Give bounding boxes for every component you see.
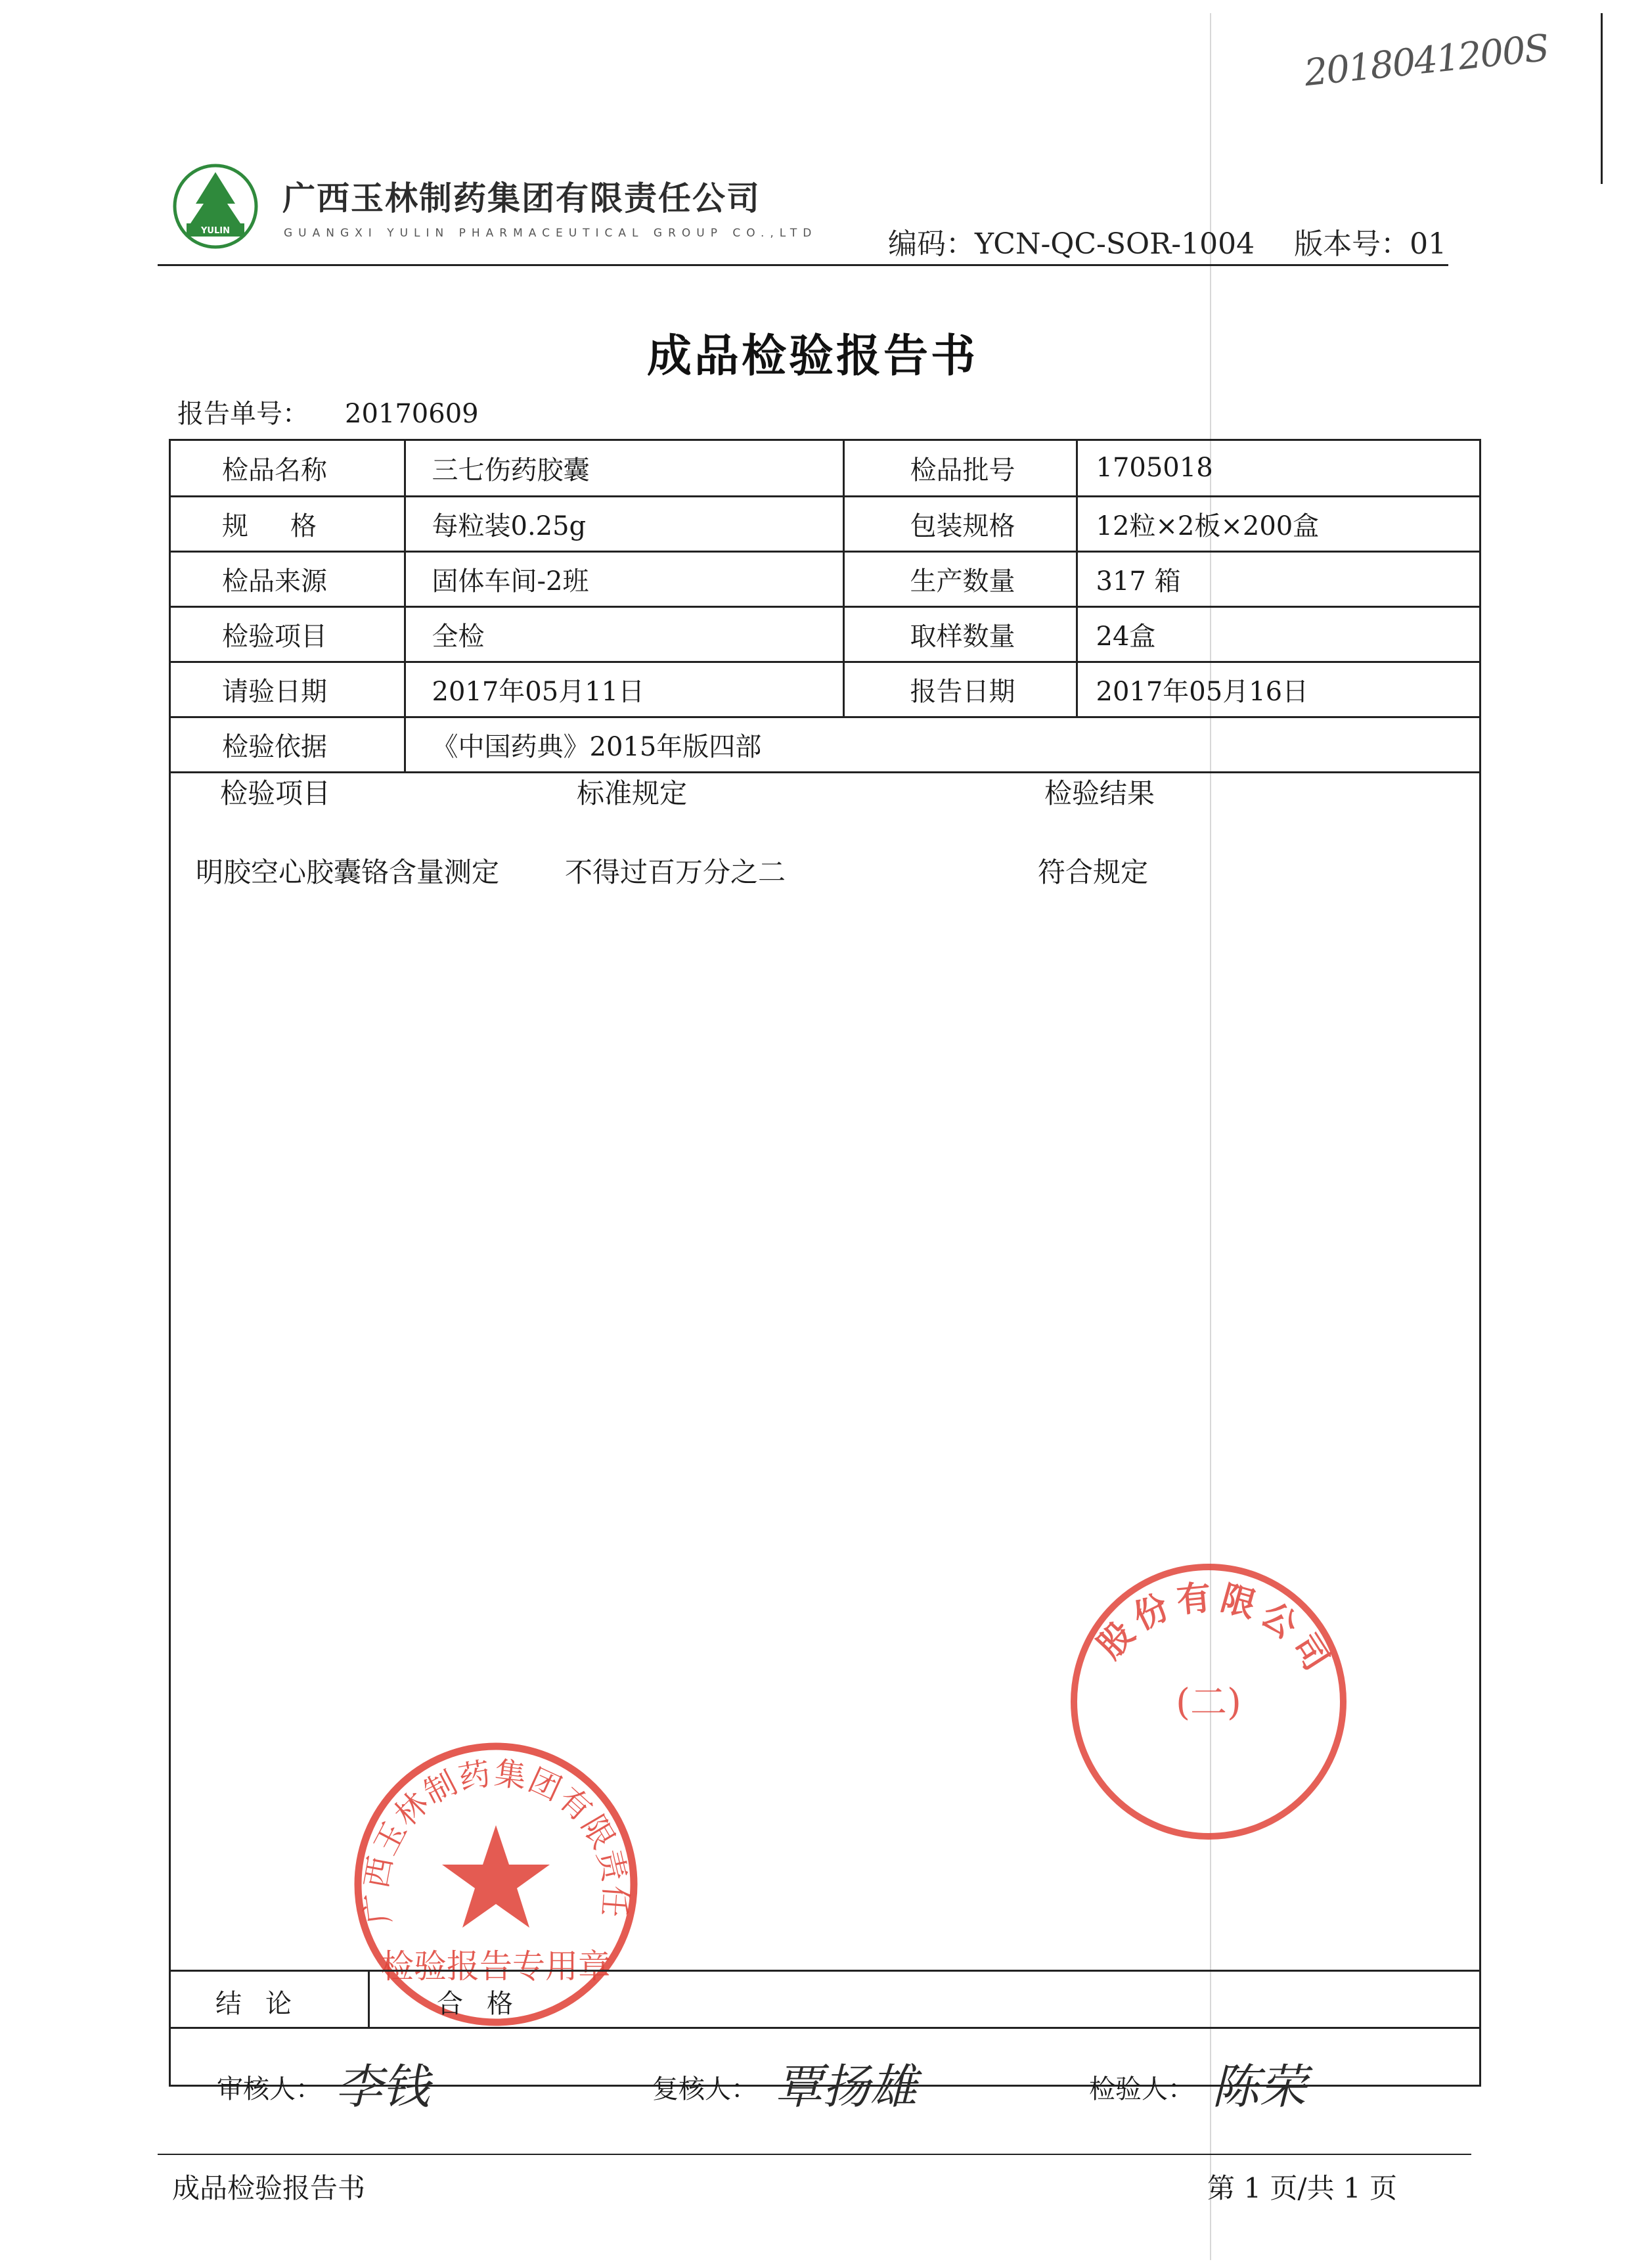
batch-number: 1705018 [1077, 441, 1479, 496]
inspector-label: 检验人： [1089, 2074, 1194, 2104]
conclusion-divider [368, 1970, 370, 2029]
items-label: 检验项目 [171, 606, 405, 662]
sample-quantity: 24盒 [1077, 606, 1479, 662]
reviewer-signature: 李钱 [335, 2059, 430, 2114]
table-row [171, 496, 1479, 551]
production-quantity: 317 箱 [1077, 551, 1479, 606]
inspection-items: 全检 [405, 606, 843, 662]
report-number: 20170609 [345, 399, 479, 429]
spec: 每粒装0.25g [405, 496, 843, 551]
header-rule [158, 264, 1448, 266]
conclusion-row [169, 1970, 1481, 2029]
document-code-line [888, 220, 1486, 262]
scan-edge [1601, 13, 1603, 184]
inspector-signature: 陈荣 [1212, 2059, 1307, 2114]
report-date: 2017年05月16日 [1077, 662, 1479, 717]
results-col-result: 检验结果 [1044, 777, 1155, 809]
document-code: 编码：YCN-QC-SOR-1004 [888, 227, 1255, 261]
info-table [171, 441, 1479, 773]
table-row [171, 717, 1479, 772]
stamp1-outer-text: 广西玉林制药集团有限责任 [357, 1754, 634, 1926]
document-title: 成品检验报告书 [646, 330, 978, 382]
basis-label: 检验依据 [171, 717, 405, 772]
footer-title: 成品检验报告书 [172, 2172, 366, 2204]
report-date-label: 报告日期 [843, 662, 1077, 717]
table-row [171, 551, 1479, 606]
spec-label: 规格 [171, 496, 405, 551]
conclusion-label: 结论 [215, 1989, 315, 2019]
conclusion-value: 合格 [437, 1989, 537, 2019]
rechecker-signature: 覃扬雄 [775, 2059, 918, 2114]
company-name-en: GUANGXI YULIN PHARMACEUTICAL GROUP CO.,LTD [284, 227, 818, 240]
company-seal-stamp [1057, 1551, 1360, 1855]
stamp2-center-text: (二) [1176, 1681, 1241, 1724]
package-spec: 12粒×2板×200盒 [1077, 496, 1479, 551]
inspection-basis: 《中国药典》2015年版四部 [405, 717, 1479, 772]
table-row [171, 662, 1479, 717]
page-number: 第 1 页/共 1 页 [1207, 2172, 1397, 2204]
request-date-label: 请验日期 [171, 662, 405, 717]
request-date: 2017年05月11日 [405, 662, 843, 717]
result-item: 明胶空心胶囊铬含量测定 [196, 856, 500, 888]
results-col-item: 检验项目 [220, 777, 331, 809]
result-value: 符合规定 [1038, 856, 1149, 888]
source-label: 检品来源 [171, 551, 405, 606]
report-number-label: 报告单号： [177, 399, 309, 429]
logo-text: YULIN [201, 226, 230, 236]
table-row [171, 606, 1479, 662]
result-standard: 不得过百万分之二 [565, 856, 786, 888]
rechecker-label: 复核人： [652, 2074, 757, 2104]
reviewer-label: 审核人： [217, 2074, 322, 2104]
product-name: 三七伤药胶囊 [405, 441, 843, 496]
company-name: 广西玉林制药集团有限责任公司 [282, 179, 761, 217]
table-row [171, 441, 1479, 496]
stamp-star-icon [442, 1825, 550, 1928]
package-label: 包装规格 [843, 496, 1077, 551]
source: 固体车间-2班 [405, 551, 843, 606]
results-col-standard: 标准规定 [577, 777, 688, 809]
sample-label: 取样数量 [843, 606, 1077, 662]
stamp1-inner-text: 检验报告专用章 [381, 1947, 611, 1985]
quantity-label: 生产数量 [843, 551, 1077, 606]
stamp2-outer-text: 股份有限公司 [1090, 1577, 1341, 1683]
footer-rule [158, 2154, 1471, 2155]
batch-label: 检品批号 [843, 441, 1077, 496]
document-version: 版本号：01 [1294, 227, 1447, 261]
product-name-label: 检品名称 [171, 441, 405, 496]
handwritten-note: 2018041200S [1302, 26, 1551, 95]
company-logo [172, 163, 259, 250]
report-number-line [177, 393, 479, 430]
